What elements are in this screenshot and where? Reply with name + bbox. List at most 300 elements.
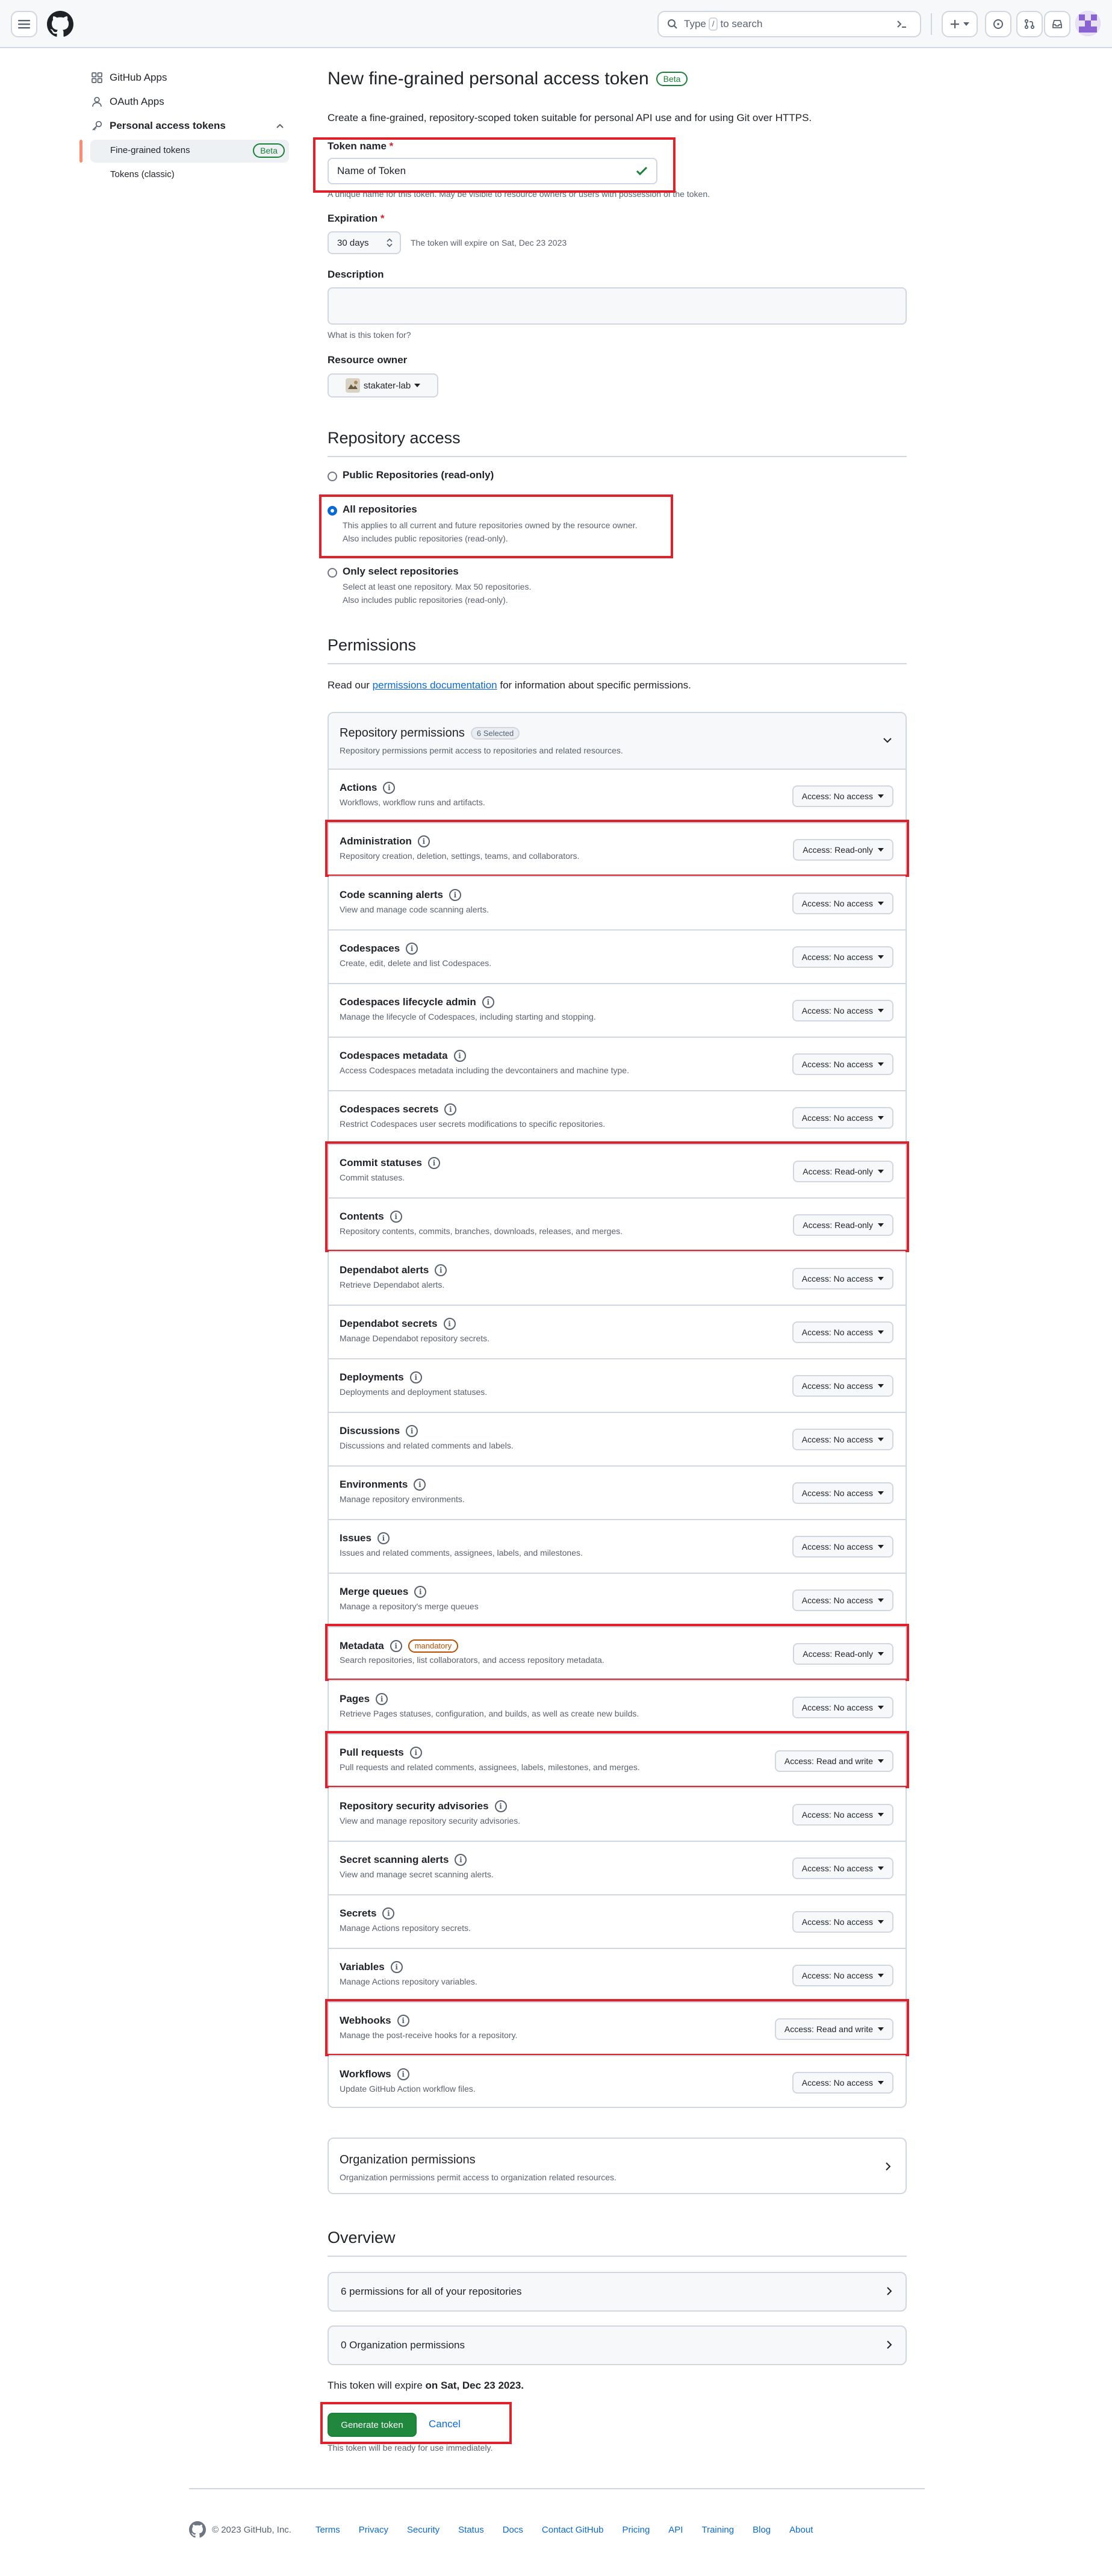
radio-desc-select-1: Select at least one repository. Max 50 repositories. bbox=[343, 582, 532, 591]
expiry-prefix: This token will expire bbox=[328, 2380, 423, 2391]
footer-link[interactable]: Docs bbox=[502, 2524, 523, 2535]
permission-name-text: Pages bbox=[340, 1693, 370, 1704]
menu-button[interactable] bbox=[11, 11, 37, 37]
sidebar-sub-item-fine-grained-tokens[interactable] bbox=[110, 145, 285, 155]
permission-desc: Workflows, workflow runs and artifacts. bbox=[340, 797, 485, 807]
permission-desc: Repository contents, commits, branches, downloads, releases, and merges. bbox=[340, 1226, 623, 1236]
chevron-down-icon bbox=[878, 1277, 884, 1280]
info-icon[interactable]: i bbox=[449, 889, 461, 901]
issue-opened-icon bbox=[993, 19, 1004, 30]
chevron-down-icon bbox=[878, 794, 884, 798]
expiry-date: on Sat, Dec 23 2023. bbox=[425, 2380, 524, 2391]
token-name-hint: A unique name for this token. May be visible to resource owners or users with possession of the token. bbox=[328, 189, 710, 199]
required-mark: * bbox=[380, 213, 385, 224]
access-level-value: Access: No access bbox=[801, 1542, 873, 1552]
chevron-down-icon bbox=[883, 737, 892, 743]
permission-desc: Manage Actions repository variables. bbox=[340, 1977, 477, 1986]
permission-name bbox=[340, 782, 395, 794]
expiration-label-text: Expiration bbox=[328, 213, 378, 224]
radio-only-select-repositories[interactable] bbox=[328, 568, 337, 578]
radio-desc-select-2: Also includes public repositories (read-only). bbox=[343, 595, 508, 605]
permission-desc: View and manage code scanning alerts. bbox=[340, 905, 489, 914]
permission-name-text: Administration bbox=[340, 835, 412, 847]
permission-row bbox=[329, 1894, 905, 1948]
permission-name bbox=[340, 1157, 440, 1169]
expiry-summary bbox=[328, 2380, 524, 2392]
repository-permissions-header[interactable] bbox=[329, 713, 905, 769]
radio-label-public: Public Repositories (read-only) bbox=[343, 469, 494, 481]
expiration-note: The token will expire on Sat, Dec 23 2023 bbox=[411, 238, 567, 248]
access-level-value: Access: Read and write bbox=[784, 2024, 873, 2034]
inbox-icon bbox=[1052, 19, 1063, 29]
permission-name-text: Dependabot alerts bbox=[340, 1264, 429, 1276]
access-level-select[interactable] bbox=[792, 1589, 893, 1611]
info-icon[interactable]: i bbox=[382, 1907, 394, 1920]
permission-name-text: Contents bbox=[340, 1211, 384, 1222]
info-icon[interactable]: i bbox=[495, 1800, 507, 1812]
sidebar-item-label: OAuth Apps bbox=[110, 96, 164, 107]
ready-note: This token will be ready for use immediately. bbox=[328, 2443, 493, 2453]
description-label: Description bbox=[328, 269, 384, 280]
chevron-down-icon bbox=[878, 1170, 884, 1173]
chevron-down-icon bbox=[878, 1759, 884, 1763]
access-level-value: Access: Read-only bbox=[803, 1167, 873, 1176]
permissions-intro-before: Read our bbox=[328, 679, 370, 691]
sidebar-item-oauth-apps[interactable] bbox=[90, 91, 164, 113]
footer-links bbox=[315, 2525, 813, 2535]
selected-indicator bbox=[79, 140, 82, 163]
permission-name-text: Metadata bbox=[340, 1640, 384, 1651]
access-level-select[interactable] bbox=[775, 2018, 893, 2040]
access-level-select[interactable] bbox=[793, 839, 893, 861]
footer-link[interactable]: API bbox=[668, 2524, 683, 2535]
chevron-down-icon bbox=[878, 1974, 884, 1977]
permission-row bbox=[329, 1787, 905, 1841]
permission-name bbox=[340, 889, 461, 901]
search-icon bbox=[667, 19, 678, 30]
permission-row bbox=[329, 1251, 905, 1305]
footer-divider bbox=[189, 2488, 925, 2489]
access-level-select[interactable] bbox=[793, 1643, 893, 1665]
info-icon[interactable]: i bbox=[444, 1318, 456, 1330]
permission-desc: Manage Actions repository secrets. bbox=[340, 1923, 471, 1933]
permission-name bbox=[340, 1639, 458, 1653]
sidebar-item-personal-access-tokens[interactable] bbox=[90, 115, 289, 137]
access-level-value: Access: No access bbox=[801, 1917, 873, 1927]
access-level-value: Access: Read-only bbox=[803, 1649, 873, 1659]
chevron-down-icon bbox=[878, 1116, 884, 1120]
github-mark-icon[interactable] bbox=[189, 2521, 206, 2538]
organization-permissions-desc: Organization permissions permit access to organization related resources. bbox=[340, 2172, 617, 2182]
info-icon[interactable]: i bbox=[390, 1640, 402, 1652]
chevron-down-icon bbox=[878, 902, 884, 905]
command-palette-button[interactable] bbox=[891, 14, 913, 34]
permission-name bbox=[340, 2015, 409, 2027]
title-beta-badge: Beta bbox=[656, 72, 688, 86]
access-level-value: Access: No access bbox=[801, 1006, 873, 1015]
key-icon bbox=[90, 120, 104, 131]
permission-name-text: Webhooks bbox=[340, 2015, 391, 2026]
permission-row bbox=[329, 1573, 905, 1626]
radio-all-repositories[interactable] bbox=[328, 506, 337, 516]
permission-name bbox=[340, 943, 418, 955]
access-level-select[interactable] bbox=[792, 1911, 893, 1933]
info-icon[interactable]: i bbox=[444, 1103, 456, 1115]
permissions-intro bbox=[328, 679, 691, 691]
sidebar-sub-item-label: Fine-grained tokens bbox=[110, 145, 190, 155]
radio-desc-all-2: Also includes public repositories (read-only). bbox=[343, 534, 508, 543]
info-icon[interactable]: i bbox=[390, 1211, 402, 1223]
access-level-value: Access: Read-only bbox=[803, 1220, 873, 1230]
form-intro: Create a fine-grained, repository-scoped token suitable for personal API use and for using Git over HTTPS. bbox=[328, 112, 812, 123]
footer-link[interactable]: Security bbox=[406, 2524, 440, 2535]
beta-badge: Beta bbox=[253, 143, 285, 158]
permission-name-text: Secrets bbox=[340, 1907, 377, 1919]
overview-repo-summary: 6 permissions for all of your repositories bbox=[341, 2286, 522, 2297]
access-level-select[interactable] bbox=[792, 2072, 893, 2094]
permission-desc: Manage repository environments. bbox=[340, 1494, 465, 1504]
permission-name-text: Code scanning alerts bbox=[340, 889, 443, 900]
permission-row bbox=[329, 1465, 905, 1519]
permissions-intro-after: for information about specific permissions. bbox=[500, 679, 691, 691]
footer-link[interactable]: About bbox=[789, 2524, 813, 2535]
access-level-value: Access: No access bbox=[801, 1274, 873, 1283]
permission-row bbox=[329, 769, 905, 822]
permission-row bbox=[329, 1519, 905, 1573]
repository-permissions-title: Repository permissions bbox=[340, 726, 465, 740]
permission-desc: Issues and related comments, assignees, labels, and milestones. bbox=[340, 1548, 583, 1558]
access-level-value: Access: No access bbox=[801, 1435, 873, 1444]
access-level-value: Access: No access bbox=[801, 791, 873, 801]
chevron-down-icon bbox=[963, 22, 969, 26]
permission-name-text: Commit statuses bbox=[340, 1157, 422, 1168]
permission-row bbox=[329, 1090, 905, 1144]
footer-link[interactable]: Terms bbox=[315, 2524, 340, 2535]
permission-name-text: Codespaces lifecycle admin bbox=[340, 996, 476, 1008]
github-logo-icon[interactable] bbox=[47, 11, 73, 37]
permission-row bbox=[329, 1358, 905, 1412]
expiration-label bbox=[328, 213, 384, 225]
permission-name bbox=[340, 1693, 388, 1705]
permission-row bbox=[329, 2001, 905, 2055]
chevron-down-icon bbox=[878, 1009, 884, 1012]
permission-name bbox=[340, 2068, 409, 2080]
create-new-button[interactable] bbox=[942, 11, 978, 37]
resource-owner-value: stakater-lab bbox=[363, 380, 411, 391]
info-icon[interactable]: i bbox=[406, 943, 418, 955]
access-level-select[interactable] bbox=[792, 1429, 893, 1450]
permission-desc: Commit statuses. bbox=[340, 1173, 405, 1182]
footer-link[interactable]: Pricing bbox=[622, 2524, 650, 2535]
permission-row bbox=[329, 1948, 905, 2001]
access-level-select[interactable] bbox=[792, 1857, 893, 1879]
info-icon[interactable]: i bbox=[455, 1854, 467, 1866]
permission-desc: View and manage secret scanning alerts. bbox=[340, 1870, 494, 1879]
info-icon[interactable]: i bbox=[397, 2015, 409, 2027]
info-icon[interactable]: i bbox=[376, 1693, 388, 1705]
permission-name-text: Merge queues bbox=[340, 1586, 409, 1597]
git-pull-request-icon bbox=[1024, 19, 1035, 30]
token-name-value: Name of Token bbox=[337, 165, 406, 176]
expiration-select[interactable] bbox=[328, 231, 401, 254]
info-icon[interactable]: i bbox=[435, 1264, 447, 1276]
organization-permissions-title: Organization permissions bbox=[340, 2153, 476, 2166]
sidebar-item-github-apps[interactable] bbox=[90, 67, 167, 89]
access-level-select[interactable] bbox=[792, 1000, 893, 1021]
chevron-down-icon bbox=[878, 1813, 884, 1817]
permission-name bbox=[340, 1318, 456, 1330]
chevron-down-icon bbox=[878, 1330, 884, 1334]
access-level-select[interactable] bbox=[792, 946, 893, 968]
permission-desc: Create, edit, delete and list Codespaces. bbox=[340, 958, 492, 968]
token-name-label bbox=[328, 140, 393, 152]
info-icon[interactable]: i bbox=[482, 996, 494, 1008]
sidebar-sub-item-tokens-classic[interactable] bbox=[110, 169, 175, 179]
permission-name-text: Environments bbox=[340, 1479, 408, 1490]
permission-name bbox=[340, 1747, 422, 1759]
info-icon[interactable]: i bbox=[410, 1371, 422, 1383]
access-level-select[interactable] bbox=[792, 1536, 893, 1558]
access-level-value: Access: No access bbox=[801, 1381, 873, 1391]
access-level-value: Access: Read-only bbox=[803, 845, 873, 855]
organization-permissions-panel[interactable] bbox=[328, 2138, 907, 2194]
selected-count-badge: 6 Selected bbox=[471, 727, 520, 740]
permission-desc: Discussions and related comments and labels. bbox=[340, 1441, 514, 1450]
hamburger-icon bbox=[18, 19, 30, 29]
permission-row bbox=[329, 1305, 905, 1358]
mandatory-badge: mandatory bbox=[408, 1639, 458, 1653]
chevron-down-icon bbox=[878, 1491, 884, 1495]
permissions-documentation-link[interactable]: permissions documentation bbox=[372, 679, 497, 691]
access-level-select[interactable] bbox=[792, 1321, 893, 1343]
chevron-right-icon bbox=[886, 2286, 892, 2296]
resource-owner-label: Resource owner bbox=[328, 354, 408, 366]
footer-link[interactable]: Status bbox=[458, 2524, 484, 2535]
access-level-select[interactable] bbox=[793, 1214, 893, 1236]
access-level-value: Access: No access bbox=[801, 899, 873, 908]
permission-row bbox=[329, 1680, 905, 1733]
search-shortcut-key: / bbox=[709, 17, 718, 31]
permission-name bbox=[340, 1425, 418, 1437]
access-level-select[interactable] bbox=[792, 893, 893, 914]
permission-desc: Deployments and deployment statuses. bbox=[340, 1387, 488, 1397]
permission-desc: Restrict Codespaces user secrets modifications to specific repositories. bbox=[340, 1119, 606, 1129]
footer-link[interactable]: Contact GitHub bbox=[541, 2524, 604, 2535]
chevron-down-icon bbox=[878, 1223, 884, 1227]
permission-name bbox=[340, 1479, 426, 1491]
permission-name-text: Codespaces metadata bbox=[340, 1050, 448, 1061]
permission-name bbox=[340, 1211, 402, 1223]
access-level-select[interactable] bbox=[775, 1750, 893, 1772]
page-title bbox=[328, 69, 688, 89]
permission-name-text: Variables bbox=[340, 1961, 385, 1973]
permission-row bbox=[329, 929, 905, 983]
cancel-link[interactable]: Cancel bbox=[429, 2418, 461, 2430]
chevron-down-icon bbox=[878, 848, 884, 852]
access-level-select[interactable] bbox=[793, 1161, 893, 1182]
access-level-value: Access: No access bbox=[801, 1810, 873, 1820]
footer bbox=[189, 2521, 925, 2538]
permission-name bbox=[340, 1050, 466, 1062]
description-hint: What is this token for? bbox=[328, 330, 411, 340]
access-level-select[interactable] bbox=[792, 1375, 893, 1397]
info-icon[interactable]: i bbox=[397, 2068, 409, 2080]
check-icon bbox=[636, 166, 648, 176]
permission-desc: Manage the post-receive hooks for a repository. bbox=[340, 2030, 518, 2040]
permission-desc: Repository creation, deletion, settings, teams, and collaborators. bbox=[340, 851, 580, 861]
footer-link[interactable]: Training bbox=[701, 2524, 735, 2535]
chevron-down-icon bbox=[878, 1062, 884, 1066]
overview-heading: Overview bbox=[328, 2228, 907, 2257]
permission-name-text: Repository security advisories bbox=[340, 1800, 489, 1812]
access-level-select[interactable] bbox=[792, 1482, 893, 1504]
repository-permissions-desc: Repository permissions permit access to repositories and related resources. bbox=[340, 746, 623, 755]
chevron-up-icon bbox=[276, 123, 284, 129]
permission-row bbox=[329, 1197, 905, 1251]
chevron-down-icon bbox=[878, 1652, 884, 1656]
access-level-select[interactable] bbox=[792, 1268, 893, 1290]
footer-link[interactable]: Privacy bbox=[358, 2524, 388, 2535]
permission-name bbox=[340, 1800, 507, 1812]
access-level-select[interactable] bbox=[792, 1107, 893, 1129]
permission-name-text: Pull requests bbox=[340, 1747, 404, 1758]
permission-name bbox=[340, 1907, 394, 1920]
inbox-button[interactable] bbox=[1044, 11, 1070, 37]
overview-repository-permissions[interactable] bbox=[328, 2272, 907, 2312]
user-avatar[interactable] bbox=[1075, 11, 1101, 36]
permission-name bbox=[340, 1586, 426, 1598]
overview-org-summary: 0 Organization permissions bbox=[341, 2339, 465, 2351]
permission-name bbox=[340, 835, 430, 847]
info-icon[interactable]: i bbox=[414, 1586, 426, 1598]
description-field[interactable] bbox=[328, 287, 907, 325]
permission-name bbox=[340, 1961, 403, 1973]
permission-name-text: Secret scanning alerts bbox=[340, 1854, 449, 1865]
access-level-value: Access: No access bbox=[801, 1595, 873, 1605]
permission-name bbox=[340, 1854, 467, 1866]
chevron-down-icon bbox=[414, 384, 420, 387]
page-title-text: New fine-grained personal access token bbox=[328, 69, 649, 89]
permission-desc: Manage the lifecycle of Codespaces, including starting and stopping. bbox=[340, 1012, 596, 1021]
permission-name-text: Issues bbox=[340, 1532, 371, 1544]
issues-button[interactable] bbox=[985, 11, 1011, 37]
permission-desc: View and manage repository security advisories. bbox=[340, 1816, 521, 1826]
expiration-value: 30 days bbox=[337, 237, 369, 248]
terminal-icon bbox=[896, 19, 907, 29]
resource-owner-select[interactable] bbox=[328, 373, 438, 398]
permission-desc: Pull requests and related comments, assignees, labels, milestones, and merges. bbox=[340, 1762, 640, 1772]
radio-label-all: All repositories bbox=[343, 504, 417, 515]
permission-row bbox=[329, 983, 905, 1037]
access-level-value: Access: No access bbox=[801, 1863, 873, 1873]
permission-row bbox=[329, 1037, 905, 1090]
info-icon[interactable]: i bbox=[383, 782, 395, 794]
search-input[interactable] bbox=[657, 11, 921, 37]
footer-link[interactable]: Blog bbox=[753, 2524, 771, 2535]
access-level-select[interactable] bbox=[792, 1804, 893, 1826]
access-level-value: Access: No access bbox=[801, 1971, 873, 1980]
access-level-value: Access: No access bbox=[801, 1113, 873, 1123]
footer-copyright: © 2023 GitHub, Inc. bbox=[212, 2524, 291, 2535]
info-icon[interactable]: i bbox=[418, 835, 430, 847]
access-level-value: Access: No access bbox=[801, 952, 873, 962]
permission-name-text: Codespaces secrets bbox=[340, 1103, 439, 1115]
chevron-down-icon bbox=[878, 2027, 884, 2031]
token-name-label-text: Token name bbox=[328, 140, 387, 152]
permission-desc: Access Codespaces metadata including the devcontainers and machine type. bbox=[340, 1065, 629, 1075]
access-level-value: Access: No access bbox=[801, 1488, 873, 1498]
permission-row bbox=[329, 876, 905, 929]
permission-name bbox=[340, 1371, 422, 1383]
permission-name bbox=[340, 1264, 447, 1276]
permission-desc: Manage a repository's merge queues bbox=[340, 1601, 479, 1611]
access-level-select[interactable] bbox=[792, 1053, 893, 1075]
permission-desc: Update GitHub Action workflow files. bbox=[340, 2084, 476, 2094]
permission-name-text: Actions bbox=[340, 782, 377, 793]
chevron-down-icon bbox=[878, 1438, 884, 1441]
access-level-value: Access: Read and write bbox=[784, 1756, 873, 1766]
radio-public-repositories[interactable] bbox=[328, 472, 337, 481]
access-level-value: Access: No access bbox=[801, 1059, 873, 1069]
org-avatar-icon bbox=[346, 378, 360, 393]
permission-desc: Retrieve Pages statuses, configuration, and builds, as well as create new builds. bbox=[340, 1709, 639, 1718]
chevron-down-icon bbox=[878, 1920, 884, 1924]
permission-name-text: Dependabot secrets bbox=[340, 1318, 438, 1329]
permission-desc: Search repositories, list collaborators, and access repository metadata. bbox=[340, 1655, 604, 1665]
radio-desc-all-1: This applies to all current and future repositories owned by the resource owner. bbox=[343, 520, 638, 530]
search-placeholder-suffix: to search bbox=[720, 18, 763, 30]
info-icon[interactable]: i bbox=[454, 1050, 466, 1062]
permission-name bbox=[340, 996, 494, 1008]
permission-row bbox=[329, 1733, 905, 1787]
permission-name-text: Codespaces bbox=[340, 943, 400, 954]
generate-token-button[interactable]: Generate token bbox=[328, 2413, 417, 2437]
overview-organization-permissions[interactable] bbox=[328, 2325, 907, 2365]
permission-name bbox=[340, 1532, 390, 1544]
global-header bbox=[0, 0, 1112, 48]
info-icon[interactable]: i bbox=[428, 1157, 440, 1169]
chevron-down-icon bbox=[878, 1545, 884, 1548]
permission-name-text: Discussions bbox=[340, 1425, 400, 1436]
chevron-down-icon bbox=[878, 1598, 884, 1602]
access-level-value: Access: No access bbox=[801, 2078, 873, 2088]
permission-desc: Retrieve Dependabot alerts. bbox=[340, 1280, 445, 1290]
permission-row bbox=[329, 1412, 905, 1465]
person-icon bbox=[90, 96, 104, 107]
apps-icon bbox=[90, 72, 104, 83]
token-name-field[interactable] bbox=[328, 158, 657, 184]
permission-desc: Manage Dependabot repository secrets. bbox=[340, 1333, 490, 1343]
permission-name-text: Deployments bbox=[340, 1371, 404, 1383]
access-level-select[interactable] bbox=[792, 1697, 893, 1718]
pull-requests-button[interactable] bbox=[1016, 11, 1043, 37]
info-icon[interactable]: i bbox=[414, 1479, 426, 1491]
chevron-right-icon bbox=[886, 2340, 892, 2350]
info-icon[interactable]: i bbox=[391, 1961, 403, 1973]
access-level-select[interactable] bbox=[792, 785, 893, 807]
permission-row bbox=[329, 1841, 905, 1894]
info-icon[interactable]: i bbox=[377, 1532, 390, 1544]
permissions-heading: Permissions bbox=[328, 636, 907, 664]
chevron-down-icon bbox=[878, 1867, 884, 1870]
search-placeholder-prefix: Type bbox=[684, 18, 706, 30]
permission-name-text: Workflows bbox=[340, 2068, 391, 2080]
access-level-select[interactable] bbox=[792, 1965, 893, 1986]
info-icon[interactable]: i bbox=[410, 1747, 422, 1759]
sidebar-sub-item-label: Tokens (classic) bbox=[110, 169, 175, 179]
info-icon[interactable]: i bbox=[406, 1425, 418, 1437]
sidebar-item-label: Personal access tokens bbox=[110, 120, 226, 131]
